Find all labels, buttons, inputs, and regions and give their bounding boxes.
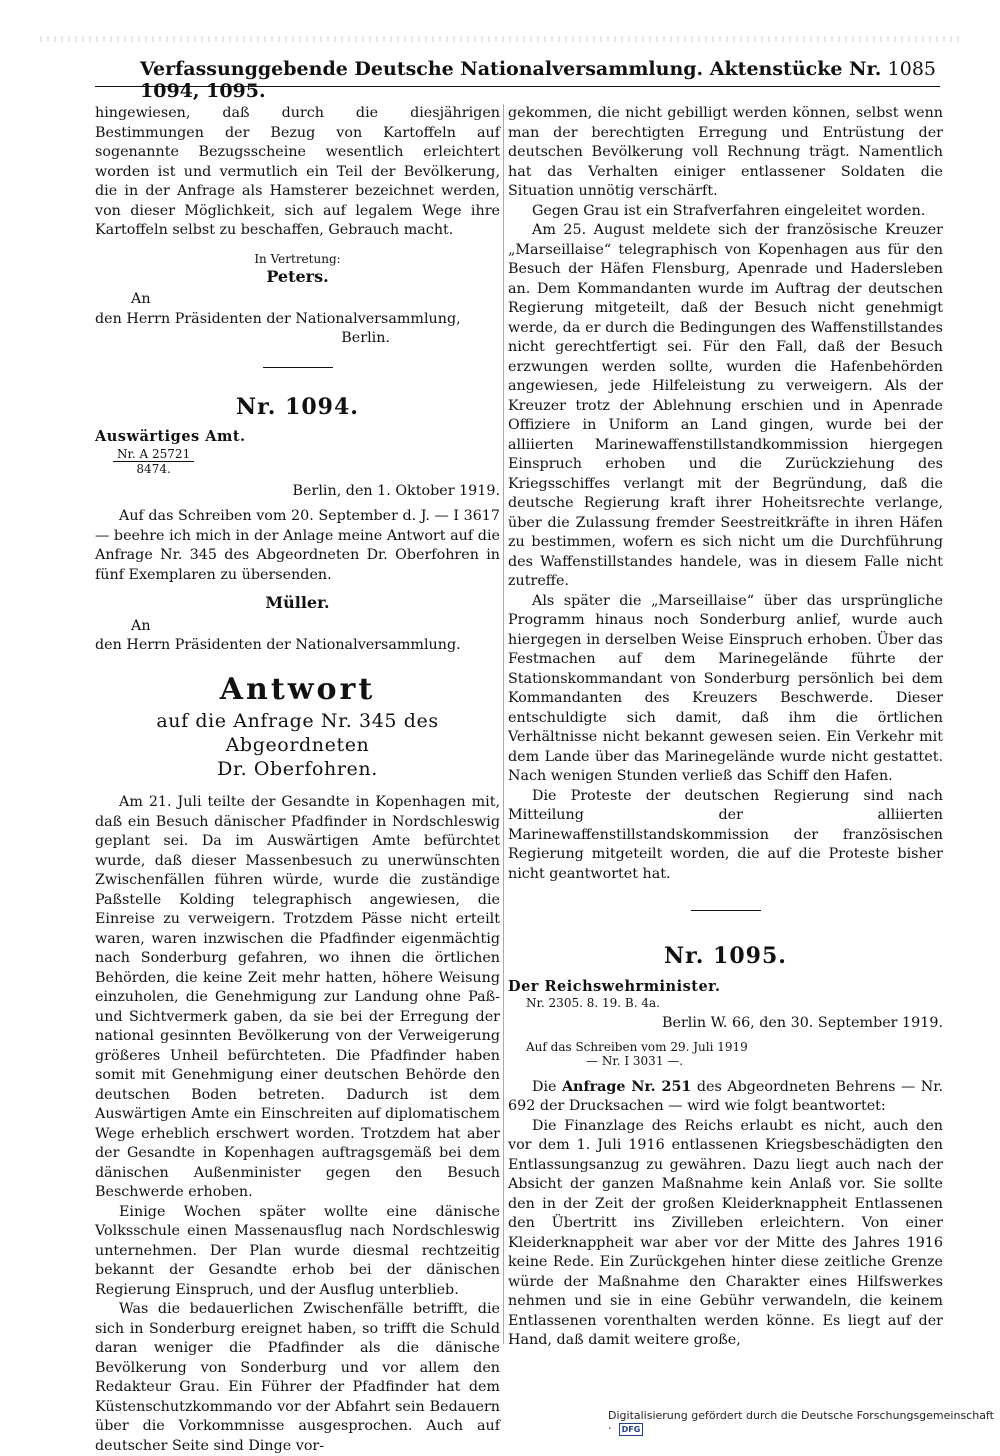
right-column: [508, 104, 943, 1351]
sender-auswaertiges-amt: Auswärtiges Amt.: [95, 428, 246, 445]
reference-line-2: — Nr. I 3031 —.: [586, 1053, 684, 1068]
sender-reichswehrminister: Der Reichswehrminister.: [508, 977, 721, 995]
finanzlage-paragraph: Die Finanzlage des Reichs erlaubt es nicht, auch den vor dem 1. Juli 1916 entlassenen Kriegsbeschädigten den Entlassungsanzug zu gewähren. Dazu liegt auch nach der Absicht der ganzen Maßnahme kein Anlaß vor. Sie sollte den in der Zeit der großen Kleiderknappheit Entlassenen den Übertritt ins Zivilleben erleichtern. Von einer Kleiderknappheit war aber vor der Mitte des Jahres 1916 keine Rede. Ein Zurückgehen hinter diese zeitliche Grenze würde der Maßnahme den Charakter eines Hilfswerkes nehmen und sie in eine Gebühr verwandeln, die keinem Entlassenen vorenthalten werden könne. Es liegt auf der Hand, daß damit weitere große,: [508, 1117, 943, 1348]
recipient-1: den Herrn Präsidenten der Nationalversammlung,: [95, 310, 461, 327]
antwort-paragraph-2: Einige Wochen später wollte eine dänische Volksschule einen Massenausflug nach Nordschleswig unternehmen. Der Plan wurde diesmal rechtzeitig bekannt der Gesandte erhob bei der dänischen Regierung Einspruch, und der Ausflug unterblieb.: [95, 1203, 500, 1298]
body-anfrage-ref: Anfrage Nr. 251: [561, 1078, 692, 1095]
reference-line-1: Auf das Schreiben vom 29. Juli 1919: [526, 1039, 748, 1054]
digitization-footer: [608, 1409, 1000, 1436]
letter-date-1094: Berlin, den 1. Oktober 1919.: [292, 482, 500, 499]
antwort-paragraph-1: Am 21. Juli teilte der Gesandte in Kopenhagen mit, daß ein Besuch dänischer Pfadfinder in Nordschleswig geplant sei. Da im Auswärtigen Amte befürchtet wurde, daß dieser Massenbesuch zu unerwünschten Zwischenfällen führen würde, wurde die zuständige Paßstelle Kolding telegraphisch angewiesen, die Einreise zu verweigern. Trotzdem Pässe nicht erteilt waren, waren inzwischen die Pfadfinder eigenmächtig nach Sonderburg gefahren, wo ihnen die örtlichen Behörden, die keine Zeit mehr hatten, höhere Weisung einzuholen, die Genehmigung zur Landung ohne Paß- und Sichtvermerk gaben, da sie bei der Erregung der national gesinnten Bevölkerung von der Verweigerung größeres Unheil befürchteten. Die Pfadfinder haben somit mit Genehmigung einer deutschen Behörde den deutschen Boden betreten. Dadurch ist dem Auswärtigen Amte ein Einschreiten auf diplomatischem Wege erheblich erschwert worden. Trotzdem hat aber der Gesandte in Kopenhagen auftragsgemäß bei dem dänischen Außenminister gegen den Besuch Beschwerde erhoben.: [95, 794, 500, 1200]
continued-paragraph: gekommen, die nicht gebilligt werden können, selbst wenn man der berechtigten Erregung und Entrüstung der deutschen Bevölkerung voll Rechnung trägt. Namentlich hat das Verhalten einiger entlassener Soldaten die Situation unnötig verschärft.: [508, 105, 943, 199]
scan-noise-band: [40, 36, 960, 42]
reference-number: [113, 447, 500, 476]
letter-date-1095: Berlin W. 66, den 30. September 1919.: [661, 1015, 943, 1031]
footer-credit-text: Digitalisierung gefördert durch die Deutsche Forschungsgemeinschaft ·: [608, 1409, 994, 1435]
body-pre: Die: [532, 1078, 557, 1095]
letter-body-1094: Auf das Schreiben vom 20. September d. J. — I 3617 — beehre ich mich in der Anlage meine Antwort auf die Anfrage Nr. 345 des Abgeordneten Dr. Oberfohren in fünf Exemplaren zu übersenden.: [95, 508, 500, 583]
body-post: des Abgeordneten Behrens — Nr. 692 der Drucksachen — wird wie folgt beantwortet:: [508, 1078, 944, 1114]
antwort-subtitle-line-2: Dr. Oberfohren.: [217, 758, 378, 780]
grau-paragraph: Gegen Grau ist ein Strafverfahren eingeleitet worden.: [532, 202, 926, 219]
sonderburg-paragraph: Als später die „Marseillaise“ über das ursprüngliche Programm hinaus noch Sonderburg anlief, wurde auch hiergegen in derselben Weise Einspruch erhoben. Über das Festmachen auf dem Marinegelände führte der Stationskommandant von Sonderburg persönlich bei dem Kommandanten des Kreuzers Beschwerde. Dieser entschuldigte sich damit, daß ihm die örtlichen Verhältnisse nicht bekannt gewesen seien. Ein Verkehr mit dem Lande über das Marinegelände wurde nicht gestattet. Nach wenigen Stunden verließ das Schiff den Hafen.: [508, 592, 943, 784]
column-divider: [503, 104, 504, 1344]
running-title: Verfassunggebende Deutsche Nationalversammlung. Aktenstücke Nr. 1094, 1095.: [140, 58, 882, 102]
marseillaise-paragraph: Am 25. August meldete sich der französische Kreuzer „Marseillaise“ telegraphisch von Kopenhagen aus für den Besuch der Häfen Flensburg, Apenrade und Hadersleben an. Dem Kommandanten wurde im Auftrag der deutschen Regierung mitgeteilt, daß der Besuch nicht genehmigt werde, da er durch die Bedingungen des Waffenstillstandes nicht gerechtfertigt sei. Für den Fall, daß der Besuch erzwungen werden sollte, wurden die Hafenbehörden angewiesen, jede Hilfeleistung zu verweigern. Als der Kreuzer trotz der Ablehnung erschien und in Apenrade Offiziere in Uniform an Land gingen, wurde bei der alliierten Marinewaffenstillstandkommission hiergegen Einspruch erhoben und die Zurückziehung des Kriegsschiffes verlangt mit der Begründung, daß die deutsche Regierung kraft ihrer Hoheitsrechte verlange, über die Zulassung fremder Seestreitkräfte in ihren Häfen zu bestimmen, wofern es sich nicht um die Durchführung des Waffenstillstandes handele, was in diesem Falle nicht zutreffe.: [508, 222, 943, 589]
antwort-subtitle-line-1: auf die Anfrage Nr. 345 des Abgeordneten: [156, 710, 439, 756]
antwort-heading: Antwort: [219, 671, 376, 707]
antwort-paragraph-3: Was die bedauerlichen Zwischenfälle betrifft, die sich in Sonderburg ereignet haben, so trifft die Schuld daran weniger die Pfadfinder als die dänische Bevölkerung von Sonderburg und vor allem den Redakteur Grau. Ein Führer der Pfadfinder hat dem Küstenschutzkommando vor der Abfahrt sein Bedauern über die Vorkommnisse ausgesprochen. Auch auf deutscher Seite sind Dinge vor-: [95, 1301, 500, 1454]
letter-body-1095: [508, 1078, 943, 1117]
reference-number-bottom: 8474.: [136, 461, 171, 476]
recipient-2: den Herrn Präsidenten der Nationalversammlung.: [95, 637, 461, 653]
page-header: [95, 56, 940, 102]
section-rule-2: [691, 910, 761, 911]
signature-peters: Peters.: [266, 266, 329, 286]
recipient-city-1: Berlin.: [341, 330, 390, 346]
representation-note: In Vertretung:: [254, 251, 341, 266]
address-an-1: An: [131, 291, 151, 307]
document-number-1094: Nr. 1094.: [236, 393, 359, 420]
intro-paragraph: hingewiesen, daß durch die diesjährigen Bestimmungen der Bezug von Kartoffeln auf sogenannte Bezugsscheine wesentlich erleichtert worden ist und vermutlich ein Teil der Bevölkerung, die in der Anfrage als Hamsterer bezeichnet werden, von dieser Möglichkeit, sich auf legalem Wege ihre Kartoffeln selbst zu beschaffen, Gebrauch macht.: [95, 105, 500, 238]
antwort-subtitle: [95, 709, 500, 781]
dfg-logo: DFG: [619, 1423, 643, 1436]
address-an-2: An: [131, 617, 151, 634]
protest-paragraph: Die Proteste der deutschen Regierung sind nach Mitteilung der alliierten Marinewaffenstillstandskommission der französischen Regierung mitgeteilt worden, die auf die Proteste bisher nicht geantwortet hat.: [508, 787, 943, 882]
reference-block-1095: [526, 1040, 943, 1068]
signature-mueller: Müller.: [265, 593, 330, 612]
document-number-1095: Nr. 1095.: [664, 943, 787, 969]
reference-number-top: Nr. A 25721: [113, 447, 194, 462]
reference-reichswehr: Nr. 2305. 8. 19. B. 4a.: [526, 996, 660, 1010]
left-column: [95, 104, 500, 1456]
section-rule: [263, 367, 333, 368]
page-number: 1085: [887, 58, 936, 80]
